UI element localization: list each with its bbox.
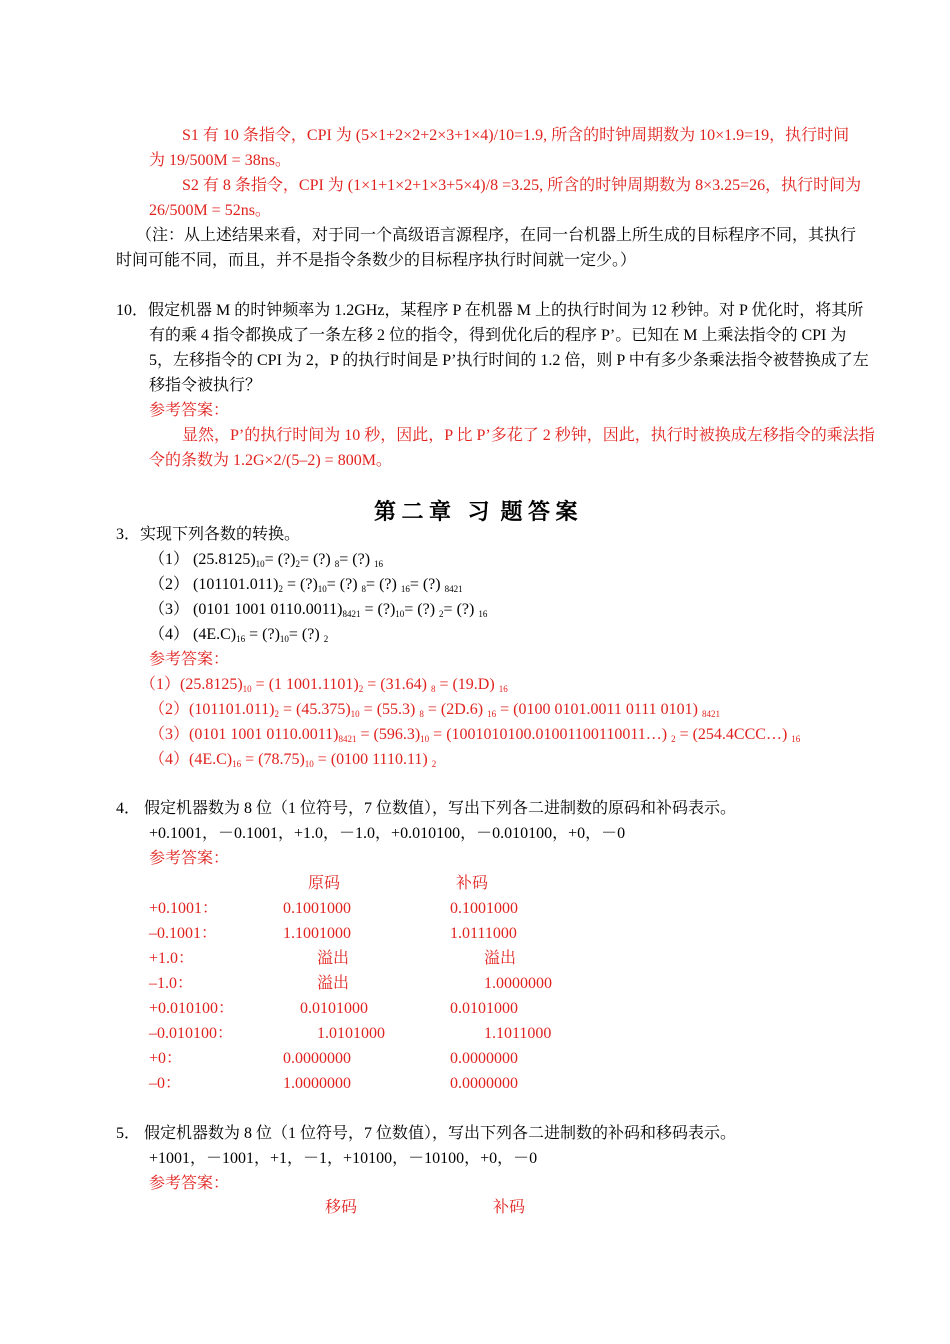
q10-line-2: 有的乘 4 指令都换成了一条左移 2 位的指令，得到优化后的程序 P’。已知在 M 上乘法指令的 CPI 为 <box>149 327 847 344</box>
q10-line-4: 移指令被执行？ <box>149 377 262 394</box>
q3-item-2: （2） $(101101.011)_2$ = $(?)_{10}=$ (?) $_8$= (?) $_{16}$= (?) $_{8421}$ <box>149 576 463 594</box>
q5-header-complement-code: 补码 <box>493 1199 526 1216</box>
q4-row-complement: 0.0000000 <box>450 1075 518 1092</box>
q5-values: +1001，－1001，+1，－1，+10100，－10100，+0，－0 <box>149 1150 538 1167</box>
q10-reference-label: 参考答案： <box>149 402 230 419</box>
q4-row-label: +0.010100： <box>149 1000 235 1017</box>
q4-row-original: 1.0101000 <box>317 1025 385 1042</box>
q4-values: +0.1001，－0.1001，+1.0，－1.0，+0.010100，－0.010100，+0，－0 <box>149 825 626 842</box>
q4-row-original: 1.1001000 <box>283 925 351 942</box>
q5-reference-label: 参考答案： <box>149 1175 230 1192</box>
q4-row-complement: 0.0000000 <box>450 1050 518 1067</box>
q3-reference-label: 参考答案： <box>149 651 230 668</box>
q4-title: 4． 假定机器数为 8 位（1 位符号，7 位数值），写出下列各二进制数的原码和补码表示。 <box>116 800 737 817</box>
q3-item-1: （1） $(25.8125)_{10}=$ $(?)_2=$ (?) $_8$= (?) $_{16}$ <box>149 551 384 569</box>
q4-row-label: –0.1001： <box>149 925 218 942</box>
s1-line-1: S1 有 10 条指令，CPI 为 (5×1+2×2+2×3+1×4)/10=1.9, 所含的时钟周期数为 10×1.9=19，执行时间 <box>182 127 850 144</box>
q4-row-complement: 0.1001000 <box>450 900 518 917</box>
chapter-title: 第 二 章 习 题 答 案 <box>374 499 578 524</box>
q4-row-label: –0： <box>149 1075 182 1092</box>
q3-answer-1: $(1)(25.8125)_{10} = (1$ $1001.1101)_2 = (31.64)$ $_8$ = (19.D) $_{16}$ <box>140 676 508 694</box>
note-line-1: （注：从上述结果来看，对于同一个高级语言源程序，在同一台机器上所生成的目标程序不同，其执行 <box>136 227 857 244</box>
q4-row-label: –0.010100： <box>149 1025 234 1042</box>
q4-row-original: 0.1001000 <box>283 900 351 917</box>
q4-row-complement: 0.0101000 <box>450 1000 518 1017</box>
q3-answer-2: $(2)(101101.011)_2 = (45.375)_{10} = (55.3) _8 = (2D.6) _{16} = (0100$ 0101.0011 0111 0101) $_{8421}$ <box>149 701 720 719</box>
q4-row-original: 0.0000000 <box>283 1050 351 1067</box>
q5-header-biased-code: 移码 <box>325 1199 358 1216</box>
q10-line-3: 5，左移指令的 CPI 为 2，P 的执行时间是 P’执行时间的 1.2 倍，则 P 中有多少条乘法指令被替换成了左 <box>149 352 869 369</box>
q4-row-original: 1.0000000 <box>283 1075 351 1092</box>
q4-row-complement: 1.1011000 <box>484 1025 552 1042</box>
q4-row-complement: 1.0000000 <box>484 975 552 992</box>
q3-answer-3: （3）(0101 1001 $0110.0011)_{8421} = (596.3)_{10}$ = (1001010100.01001100110011…) $_2$ = (254.4CCC…) $_{16}$ <box>149 726 801 744</box>
q4-row-original: 0.0101000 <box>300 1000 368 1017</box>
q4-row-label: –1.0： <box>149 975 194 992</box>
q4-row-complement: 1.0111000 <box>450 925 517 942</box>
q3-answer-4: $(4)(4E.C)_{16} = (78.75)_{10} = (0100$ 1110.11) $_2$ <box>149 751 437 769</box>
q4-header-complement-code: 补码 <box>456 875 489 892</box>
q10-answer-line-1: 显然，P’的执行时间为 10 秒，因此，P 比 P’多花了 2 秒钟，因此，执行时被换成左移指令的乘法指 <box>182 427 875 444</box>
q5-title: 5． 假定机器数为 8 位（1 位符号，7 位数值），写出下列各二进制数的补码和移码表示。 <box>116 1125 737 1142</box>
q4-row-original: 溢出 <box>317 950 350 967</box>
s2-line-1: S2 有 8 条指令，CPI 为 (1×1+1×2+1×3+5×4)/8 =3.25, 所含的时钟周期数为 8×3.25=26，执行时间为 <box>182 177 862 194</box>
q4-row-label: +0.1001： <box>149 900 219 917</box>
q3-title: 3．实现下列各数的转换。 <box>116 526 301 543</box>
note-line-2: 时间可能不同，而且，并不是指令条数少的目标程序执行时间就一定少。） <box>116 252 637 269</box>
q4-row-label: +0： <box>149 1050 183 1067</box>
q3-item-3: （3） (0101 1001 $0110.0011)_{8421}$ = $(?)_{10}=$ (?) $_2$= (?) $_{16}$ <box>149 601 488 619</box>
q4-row-label: +1.0： <box>149 950 195 967</box>
q4-reference-label: 参考答案： <box>149 850 230 867</box>
q3-item-4: （4） $(4E.C)_{16}$ = $(?)_{10}=$ (?) $_2$ <box>149 626 329 644</box>
s2-line-2: 26/500M = 52ns。 <box>149 202 271 219</box>
s1-line-2: 为 19/500M = 38ns。 <box>149 152 291 169</box>
q4-row-complement: 溢出 <box>484 950 517 967</box>
q4-header-original-code: 原码 <box>308 875 341 892</box>
q4-row-original: 溢出 <box>317 975 350 992</box>
q10-answer-line-2: 令的条数为 1.2G×2/(5–2) = 800M。 <box>149 452 392 469</box>
q10-line-1: 10．假定机器 M 的时钟频率为 1.2GHz，某程序 P 在机器 M 上的执行时间为 12 秒钟。对 P 优化时，将其所 <box>116 302 864 319</box>
